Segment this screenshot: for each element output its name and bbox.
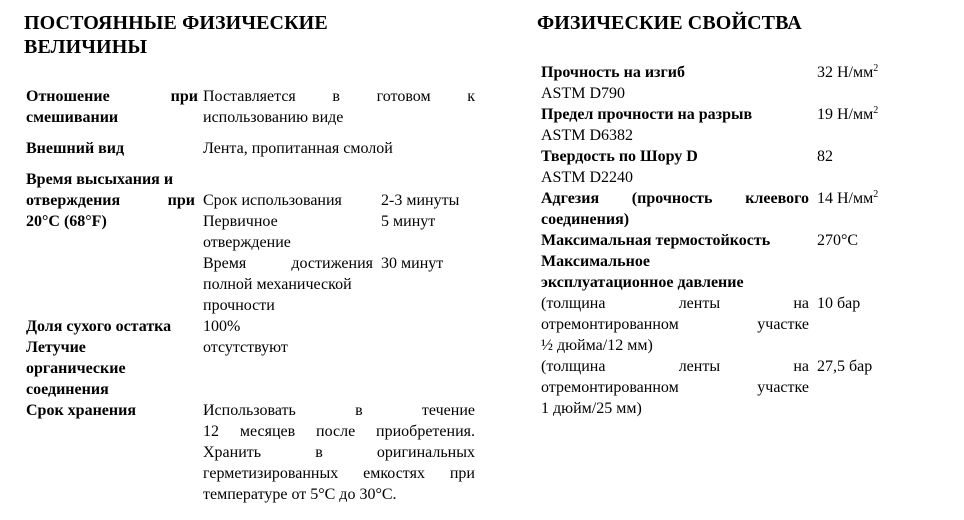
shelf-value-3: Хранить в оригинальных — [203, 444, 475, 461]
p1-line1: (толщина ленты на — [541, 295, 809, 312]
cure-row-2-name-2: полной механической — [203, 276, 352, 293]
adh-label-1: Адгезия (прочность клеевого — [541, 190, 809, 207]
mix-value-2: использованию виде — [203, 109, 344, 126]
shelf-value-5: температуре от 5°C до 30°C. — [203, 486, 397, 503]
p2-value: 27,5 бар — [817, 358, 873, 375]
tensile-sup: 2 — [873, 105, 879, 116]
adh-label-2: соединения) — [541, 211, 630, 228]
shore-value: 82 — [817, 148, 833, 165]
cure-row-2-name-1: Время достижения — [203, 255, 373, 272]
p1-value: 10 бар — [817, 295, 861, 312]
p2-line1: (толщина ленты на — [541, 358, 809, 375]
shelf-value-2: 12 месяцев после приобретения. — [203, 423, 475, 440]
cure-label-3: при — [167, 192, 195, 209]
flex-value: 32 $Н/мм^2$ — [817, 63, 879, 81]
press-label-2: эксплуатационное давление — [541, 274, 744, 291]
mix-label-2: при — [170, 88, 198, 105]
adh-sup: 2 — [873, 189, 879, 200]
voc-label-3: соединения — [26, 381, 109, 398]
voc-label-1: Летучие — [26, 339, 86, 356]
press-label-1: Максимальное — [541, 253, 650, 270]
solids-label: Доля сухого остатка — [26, 318, 172, 335]
cure-label-4: 20°C (68°F) — [26, 213, 107, 230]
left-section-title — [24, 11, 404, 59]
shelf-label: Срок хранения — [26, 402, 136, 419]
tensile-value: 19 $Н/мм^2$ — [817, 105, 879, 123]
p2-line2: отремонтированном участке — [541, 379, 809, 396]
p2-line3: 1 дюйм/25 мм) — [541, 400, 642, 417]
temp-label: Максимальная термостойкость — [541, 232, 771, 249]
adh-value: 14 $Н/мм^2$ — [817, 189, 879, 207]
cure-label-1: Время высыхания и — [26, 171, 174, 188]
p1-line2: отремонтированном участке — [541, 316, 809, 333]
shore-label: Твердость по Шору D — [541, 148, 698, 165]
flex-std: ASTM D790 — [541, 85, 626, 102]
mix-label-1: Отношение — [26, 88, 110, 105]
p1-line3: ½ дюйма/12 мм) — [541, 337, 653, 354]
shore-std: ASTM D2240 — [541, 169, 634, 186]
tensile-label: Предел прочности на разрыв — [541, 106, 753, 123]
left-title-line2: ВЕЛИЧИНЫ — [24, 36, 148, 58]
cure-row-2-value: 30 минут — [381, 255, 444, 272]
solids-value: 100% — [203, 318, 241, 335]
cure-row-2-name-3: прочности — [203, 297, 275, 314]
left-title-line1: ПОСТОЯННЫЕ ФИЗИЧЕСКИЕ — [24, 12, 328, 34]
voc-label-2: органические — [26, 360, 126, 377]
look-label: Внешний вид — [26, 140, 125, 157]
cure-row-1-name-2: отверждение — [203, 234, 291, 251]
tensile-std: ASTM D6382 — [541, 127, 634, 144]
cure-row-1-value: 5 минут — [381, 213, 436, 230]
mix-label-3: смешивании — [26, 109, 119, 126]
cure-label-2: отверждения — [26, 192, 121, 209]
right-section-title: ФИЗИЧЕСКИЕ СВОЙСТВА — [537, 12, 802, 34]
look-value: Лента, пропитанная смолой — [203, 140, 393, 157]
mix-value-1: Поставляется в готовом к — [203, 88, 475, 105]
shelf-value-4: герметизированных емкостях при — [203, 465, 475, 482]
cure-row-1-name-1: Первичное — [203, 213, 278, 230]
shelf-value-1: Использовать в течение — [203, 402, 475, 419]
voc-value: отсутствуют — [203, 339, 288, 356]
cure-row-0-name: Срок использования — [203, 192, 342, 209]
temp-value: 270°C — [817, 232, 859, 249]
cure-row-0-value: 2-3 минуты — [381, 192, 460, 209]
flex-label: Прочность на изгиб — [541, 64, 685, 81]
flex-sup: 2 — [873, 63, 879, 74]
